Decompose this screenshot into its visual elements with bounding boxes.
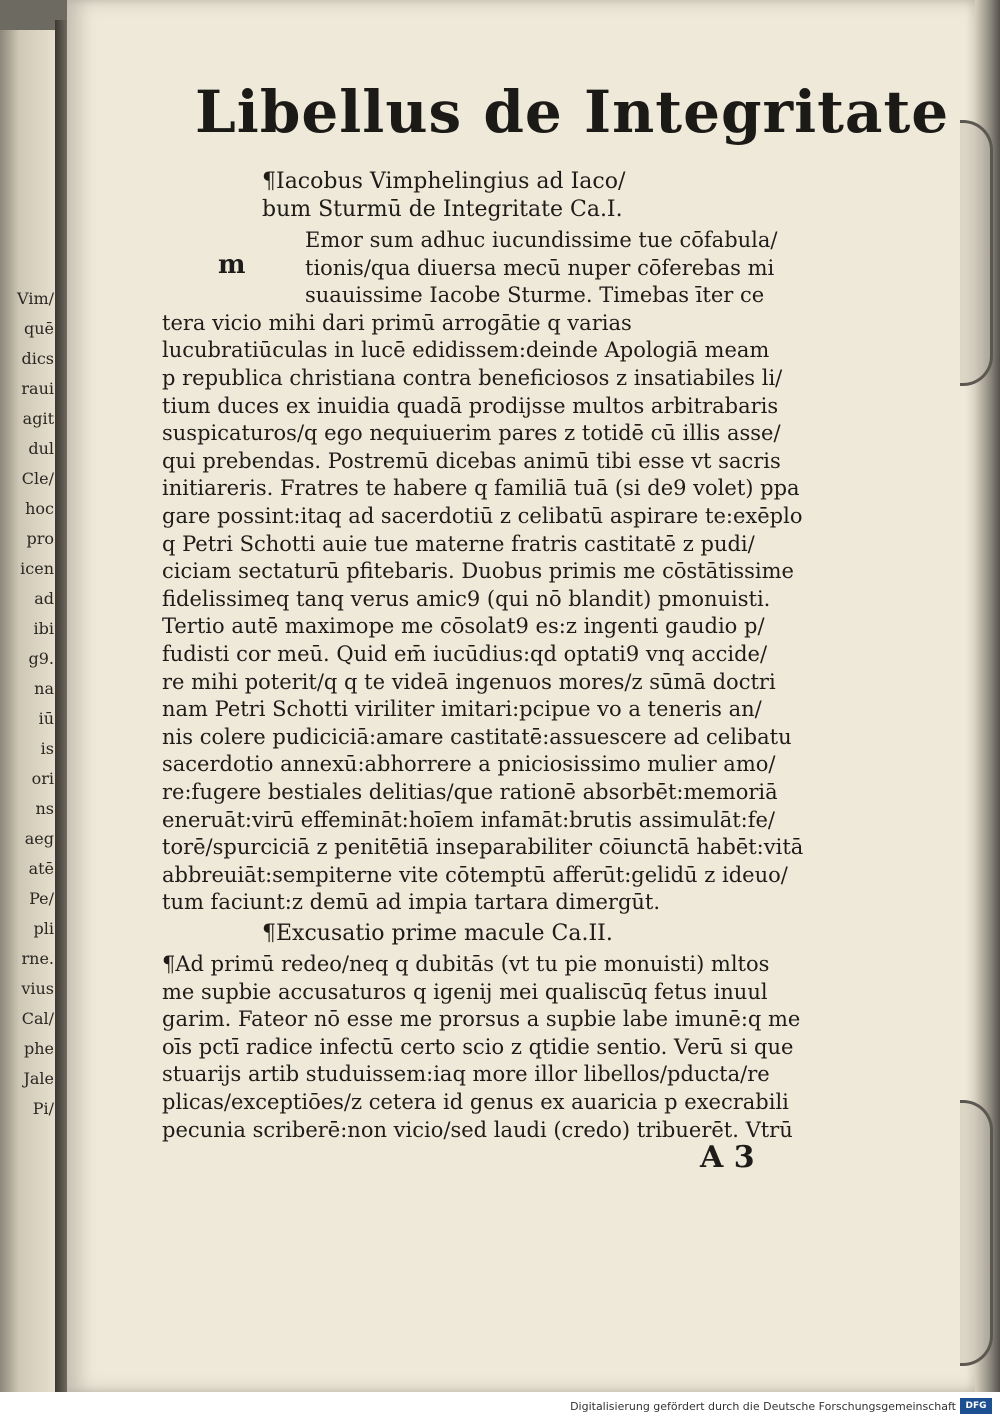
text-line: sacerdotio annexū:abhorrere a pniciosissimo mulier amo/ <box>162 752 776 777</box>
text-line: fudisti cor meū. Quid em̄ iucūdius:qd optati9 vnq accide/ <box>162 642 768 666</box>
facing-page-fragment: dul <box>28 439 54 458</box>
facing-page-fragment: Cle/ <box>21 469 54 488</box>
text-line: initiareris. Fratres te habere q familiā tuā (si de9 volet) ppa <box>162 476 800 501</box>
facing-page-fragment: agit <box>22 409 54 428</box>
facing-page-fragment: g9. <box>28 649 54 668</box>
text-line: abbreuiāt:sempiterne vite cōtemptū afferūt:gelidū z ideuo/ <box>162 862 788 887</box>
text-line: suauissime Iacobe Sturme. Timebas īter ce <box>305 283 765 308</box>
signature-mark: A 3 <box>700 1140 755 1175</box>
page-clip-bottom <box>960 1100 993 1366</box>
facing-page-fragment: ad <box>34 589 54 608</box>
text-line: nis colere pudiciciā:amare castitatē:assuescere ad celibatu <box>162 724 792 749</box>
facing-page-fragment: ns <box>35 799 54 818</box>
footer-bar <box>0 1392 1000 1425</box>
text-line: garim. Fateor nō esse me prorsus a supbie labe imunē:q me <box>162 1007 801 1032</box>
facing-page-fragment: ori <box>31 769 54 788</box>
facing-page-fragment: Pi/ <box>32 1099 54 1118</box>
text-line: p republica christiana contra beneficiosos z insatiabiles li/ <box>162 366 783 390</box>
chapter-heading-line-1: ¶Iacobus Vimphelingius ad Iaco/ <box>262 169 626 194</box>
facing-page-fragment: ibi <box>33 619 54 638</box>
facing-page-fragment: na <box>34 679 54 698</box>
facing-page-fragment: quē <box>23 319 54 338</box>
text-line: ciciam sectaturū pfitebaris. Duobus primis me cōstātissime <box>162 559 794 584</box>
facing-page-fragment: iū <box>38 709 54 728</box>
facing-page-fragment: dics <box>21 349 54 368</box>
text-line: eneruāt:virū effemināt:hoīem infamāt:brutis assimulāt:fe/ <box>162 807 776 832</box>
text-line: plicas/exceptiōes/z cetera id genus ex auaricia p execrabili <box>162 1090 789 1114</box>
text-line: Emor sum adhuc iucundissime tue cōfabula/ <box>305 228 778 252</box>
facing-page-fragment: hoc <box>25 499 54 518</box>
text-line: Tertio autē maximope me cōsolat9 es:z ingenti gaudio p/ <box>162 614 765 639</box>
page-clip-top <box>960 120 993 386</box>
facing-page-fragment: Jale <box>23 1069 54 1088</box>
text-line: qui prebendas. Postremū dicebas animū tibi esse vt sacris <box>162 448 781 473</box>
facing-page-fragment: raui <box>21 379 54 398</box>
facing-page-fragment: is <box>40 739 54 758</box>
page-title: Libellus de Integritate <box>195 78 950 146</box>
initial-letter: m <box>218 250 246 280</box>
text-line: ¶Ad primū redeo/neq q dubitās (vt tu pie monuisti) mltos <box>162 952 770 976</box>
facing-page-fragment: icen <box>20 559 54 578</box>
text-line: me supbie accusaturos q igenij mei qualiscūq fetus inuul <box>162 979 768 1004</box>
facing-page-fragment: pli <box>33 919 54 938</box>
text-line: pecunia scriberē:non vicio/sed laudi (credo) tribuerēt. Vtrū <box>162 1117 793 1142</box>
facing-page-fragment: Pe/ <box>29 889 54 908</box>
facing-page-fragment: Vim/ <box>17 289 54 308</box>
chapter-heading-line-2: bum Sturmū de Integritate Ca.I. <box>262 197 623 222</box>
text-line: nam Petri Schotti viriliter imitari:pcipue vo a teneris an/ <box>162 697 762 722</box>
text-line: torē/spurciciā z penitētiā inseparabiliter cōiunctā habēt:vitā <box>162 835 804 860</box>
facing-page-fragment: aeg <box>24 829 54 848</box>
facing-page-fragment: phe <box>23 1039 54 1058</box>
dfg-logo: DFG <box>960 1398 992 1414</box>
text-line: suspicaturos/q ego nequiuerim pares z totidē cū illis asse/ <box>162 421 781 446</box>
book-gutter <box>55 20 67 1392</box>
facing-page-fragment: atē <box>28 859 54 878</box>
text-line: stuarijs artib studuissem:iaq more illor libellos/pducta/re <box>162 1062 770 1087</box>
facing-page-edge <box>0 30 55 1392</box>
text-line: re:fugere bestiales delitias/que rationē absorbēt:memoriā <box>162 780 778 804</box>
footer-credit: Digitalisierung gefördert durch die Deutsche Forschungsgemeinschaft <box>570 1400 956 1413</box>
chapter-heading-2: ¶Excusatio prime macule Ca.II. <box>262 921 613 946</box>
text-line: gare possint:itaq ad sacerdotiū z celibatū aspirare te:exēplo <box>162 504 803 528</box>
facing-page-fragment: vius <box>21 979 54 998</box>
text-line: tium duces ex inuidia quadā prodijsse multos arbitrabaris <box>162 393 779 418</box>
text-line: lucubratiūculas in lucē edidissem:deinde Apologiā meam <box>162 338 770 363</box>
facing-page-fragment: rne. <box>21 949 54 968</box>
text-line: tera vicio mihi dari primū arrogātie q varias <box>162 310 632 335</box>
text-line: re mihi poterit/q q te videā ingenuos mores/z sūmā doctri <box>162 669 776 694</box>
text-line: tum faciunt:z demū ad impia tartara dimergūt. <box>162 890 661 915</box>
text-line: tionis/qua diuersa mecū nuper cōferebas mi <box>305 255 775 280</box>
text-line: oīs pctī radice infectū certo scio z qtidie sentio. Verū si que <box>162 1034 794 1059</box>
text-line: q Petri Schotti auie tue materne fratris castitatē z pudi/ <box>162 531 755 556</box>
facing-page-fragment: pro <box>26 529 54 548</box>
facing-page-fragment: Cal/ <box>21 1009 54 1028</box>
text-line: fidelissimeq tanq verus amic9 (qui nō blandit) pmonuisti. <box>162 586 771 611</box>
